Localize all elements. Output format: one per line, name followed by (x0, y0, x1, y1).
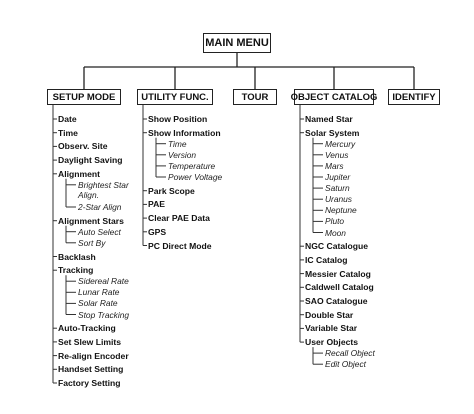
submenu-item-saturn: Saturn (325, 183, 350, 194)
submenu-item-version: Version (168, 149, 197, 160)
submenu-item-auto-select: Auto Select (78, 226, 121, 237)
submenu-item-mars: Mars (325, 160, 344, 171)
submenu-item-temperature: Temperature (168, 160, 216, 171)
menu-item-pc-direct-mode: PC Direct Mode (148, 240, 212, 251)
submenu-item-uranus: Uranus (325, 194, 352, 205)
menu-item-observ-site: Observ. Site (58, 141, 108, 152)
menu-item-tracking: Tracking (58, 265, 94, 276)
submenu-item-mercury: Mercury (325, 138, 356, 149)
menu-item-set-slew-limits: Set Slew Limits (58, 336, 122, 347)
submenu-item-jupiter: Jupiter (325, 172, 351, 182)
column-box-identify: IDENTIFY (388, 89, 440, 105)
menu-item-re-align-encoder: Re-align Encoder (58, 350, 129, 361)
menu-item-messier-catalog: Messier Catalog (305, 268, 371, 279)
submenu-item-sidereal-rate: Sidereal Rate (78, 276, 129, 287)
menu-item-show-information: Show Information (148, 127, 221, 138)
column-box-utility-func: UTILITY FUNC. (137, 89, 213, 105)
menu-item-clear-pae-data: Clear PAE Data (148, 213, 210, 224)
submenu-item-lunar-rate: Lunar Rate (78, 287, 120, 298)
menu-item-ngc-catalogue: NGC Catalogue (305, 241, 369, 252)
submenu-item-time: Time (168, 138, 187, 149)
main-menu-box: MAIN MENU (203, 33, 271, 53)
menu-item-alignment-stars: Alignment Stars (58, 215, 124, 226)
menu-item-daylight-saving: Daylight Saving (58, 155, 123, 166)
column-box-object-catalog: OBJECT CATALOG (294, 89, 374, 105)
menu-item-caldwell-catalog: Caldwell Catalog (305, 282, 374, 293)
menu-item-pae: PAE (148, 199, 166, 210)
menu-item-factory-setting: Factory Setting (58, 378, 121, 388)
menu-item-variable-star: Variable Star (305, 323, 358, 334)
menu-item-ic-catalog: IC Catalog (305, 254, 348, 265)
submenu-item-solar-rate: Solar Rate (78, 298, 118, 309)
menu-item-park-scope: Park Scope (148, 185, 195, 196)
menu-item-user-objects: User Objects (305, 337, 359, 348)
menu-item-gps: GPS (148, 226, 167, 237)
submenu-item-sort-by: Sort By (78, 237, 106, 248)
submenu-item-moon: Moon (325, 227, 346, 238)
menu-item-sao-catalogue: SAO Catalogue (305, 296, 368, 306)
menu-item-solar-system: Solar System (305, 127, 360, 138)
submenu-item-brightest-star-align: Brightest Star Align. (78, 179, 129, 200)
menu-item-alignment: Alignment (58, 168, 101, 179)
menu-item-auto-tracking: Auto-Tracking (58, 323, 116, 334)
submenu-item-recall-object: Recall Object (325, 348, 375, 359)
submenu-item-neptune: Neptune (325, 205, 357, 216)
submenu-item-2-star-align: 2-Star Align (78, 202, 122, 212)
menu-item-backlash: Backlash (58, 251, 96, 262)
column-box-tour: TOUR (233, 89, 277, 105)
submenu-item-venus: Venus (325, 149, 349, 160)
submenu-item-edit-object: Edit Object (325, 359, 366, 370)
submenu-item-pluto: Pluto (325, 216, 345, 227)
menu-item-named-star: Named Star (305, 114, 353, 124)
menu-item-show-position: Show Position (148, 114, 208, 124)
menu-item-handset-setting: Handset Setting (58, 364, 124, 375)
column-box-setup-mode: SETUP MODE (47, 89, 121, 105)
menu-item-date: Date (58, 114, 77, 124)
menu-item-time: Time (58, 127, 78, 138)
submenu-item-stop-tracking: Stop Tracking (78, 309, 130, 320)
menu-item-double-star: Double Star (305, 309, 354, 320)
submenu-item-power-voltage: Power Voltage (168, 172, 223, 182)
